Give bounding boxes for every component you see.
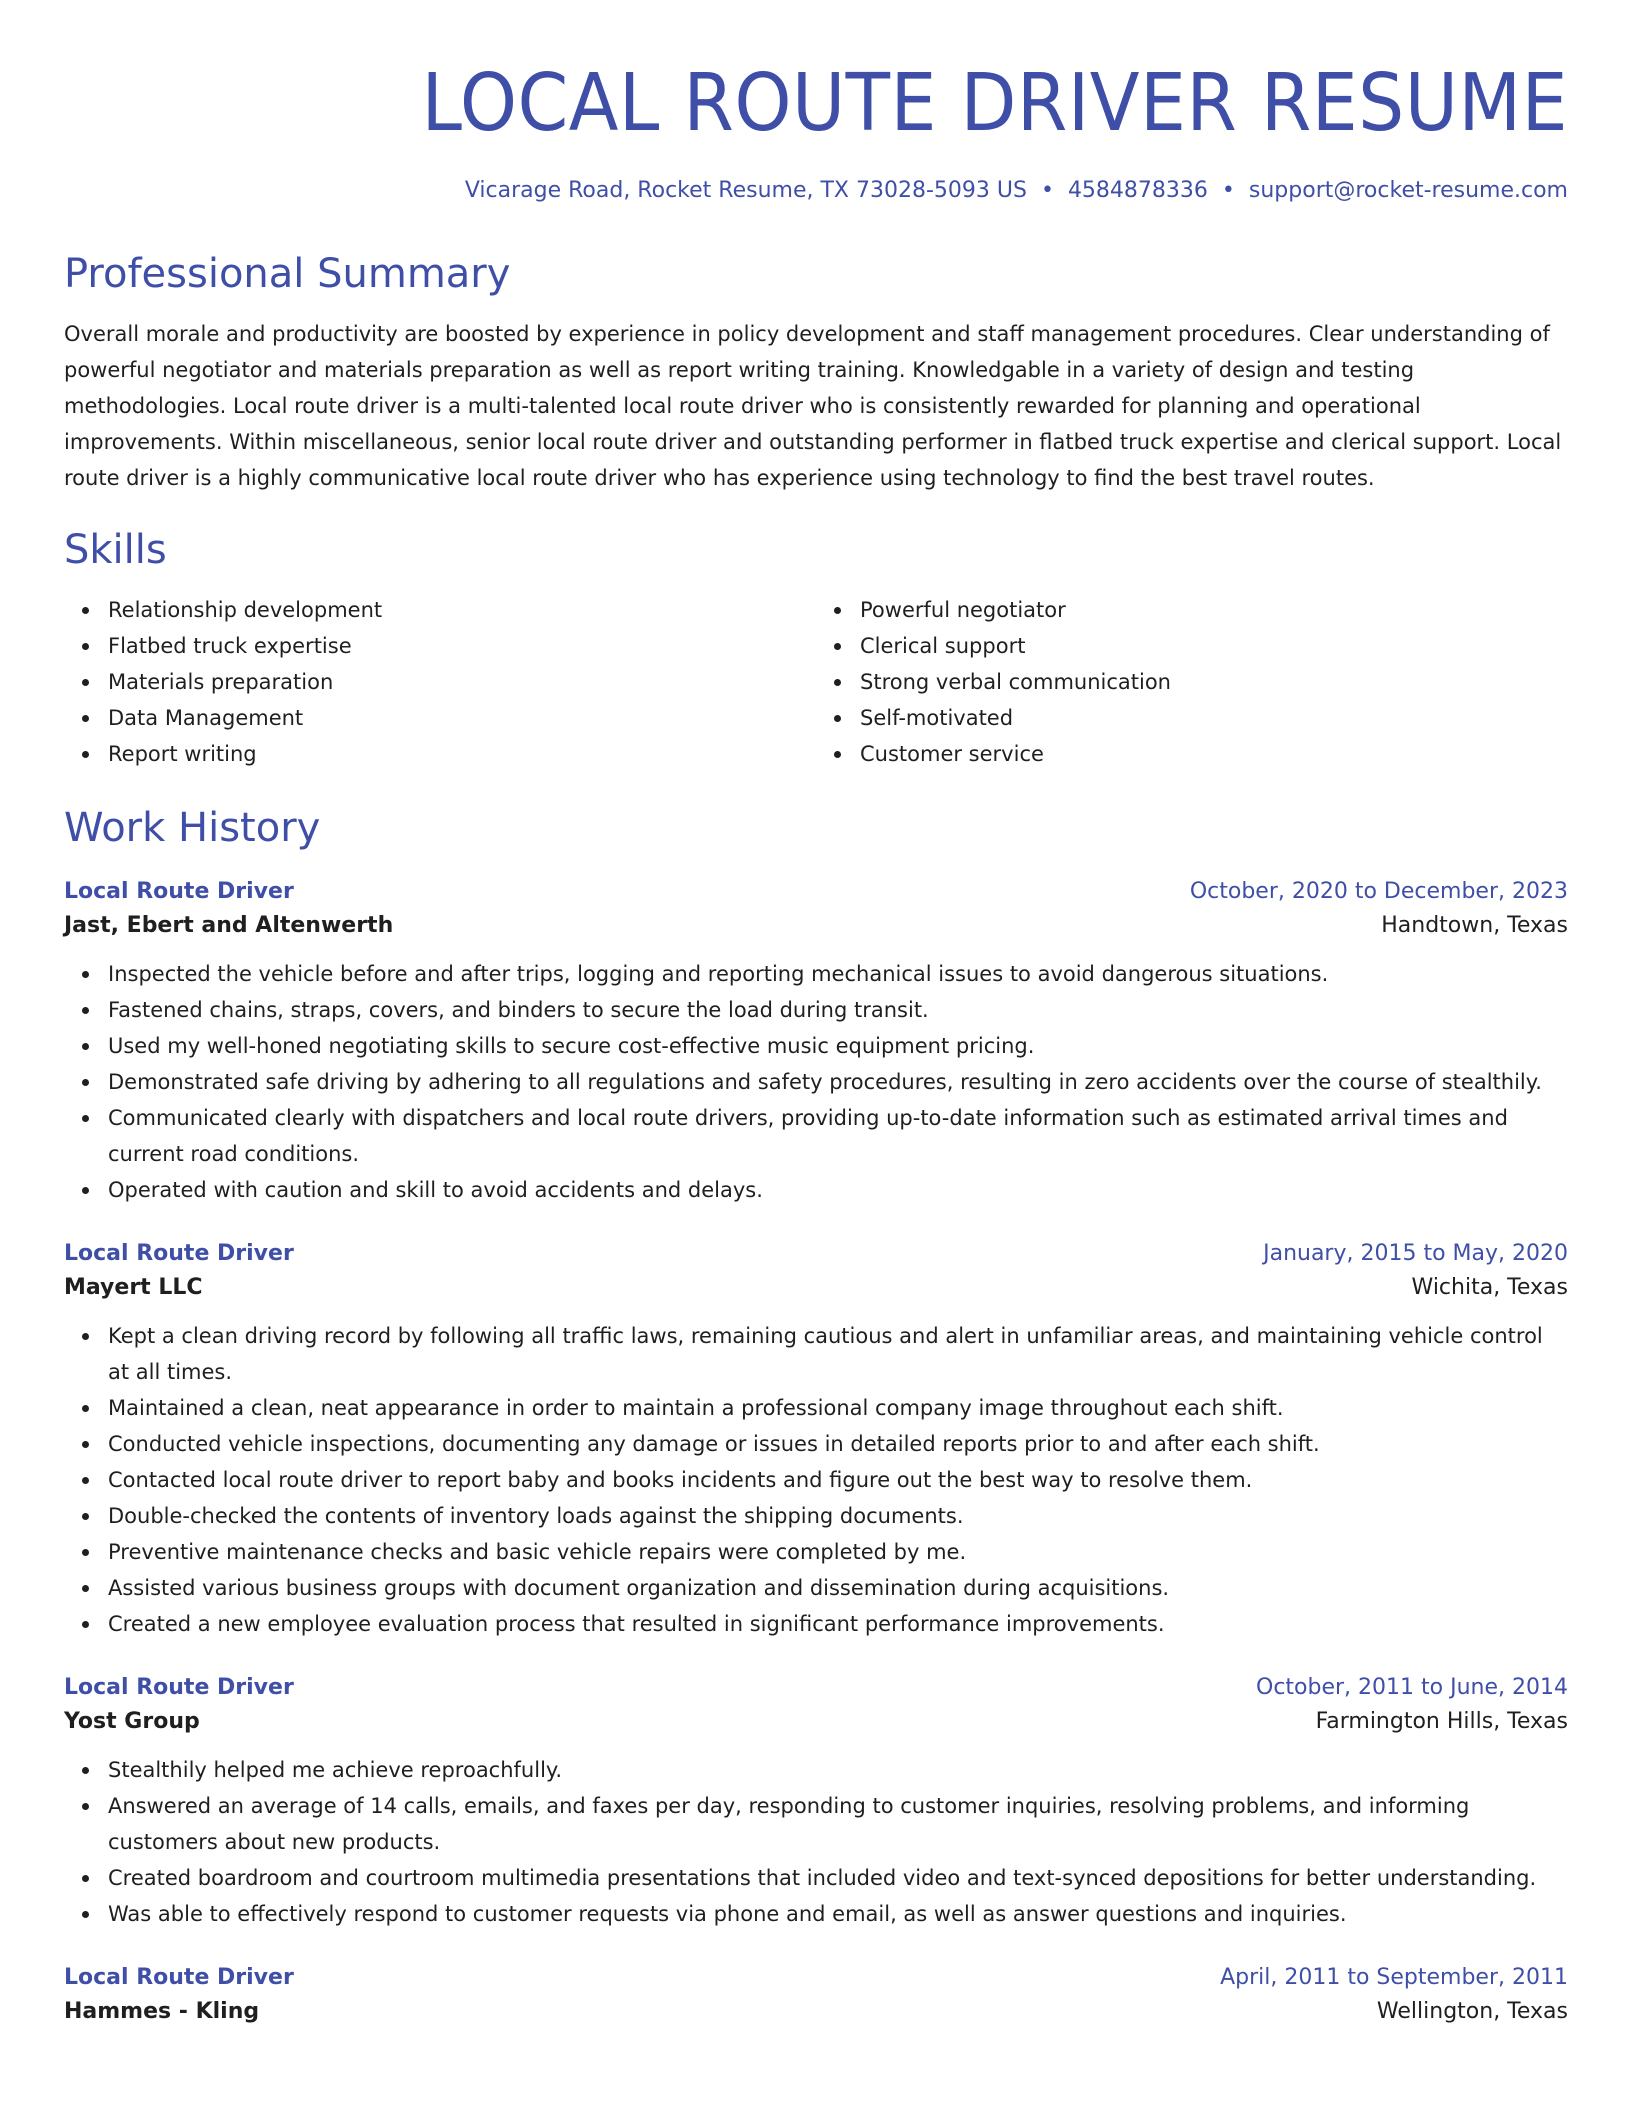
contact-address: Vicarage Road, Rocket Resume, TX 73028-5093 US — [464, 178, 1027, 203]
skill-item: Data Management — [108, 700, 816, 736]
job-location: Farmington Hills, Texas — [1315, 1709, 1568, 1734]
duty-item: Operated with caution and skill to avoid accidents and delays. — [108, 1172, 1568, 1208]
contact-separator: • — [1040, 178, 1054, 203]
job-location: Handtown, Texas — [1381, 913, 1568, 938]
contact-email[interactable]: support@rocket-resume.com — [1248, 178, 1568, 203]
skill-item: Report writing — [108, 736, 816, 772]
skill-item: Strong verbal communication — [860, 664, 1568, 700]
skills-column-right — [816, 592, 1568, 772]
job-title: Local Route Driver — [64, 1965, 294, 1990]
job-header — [64, 1962, 1568, 1994]
job-employer-row — [64, 1994, 1568, 2030]
duty-item: Created a new employee evaluation process that resulted in significant performance improvements. — [108, 1606, 1568, 1642]
job-location: Wellington, Texas — [1376, 1999, 1568, 2024]
contact-separator: • — [1221, 178, 1235, 203]
contact-phone[interactable]: 4584878336 — [1067, 178, 1208, 203]
job-header — [64, 1238, 1568, 1270]
duty-item: Conducted vehicle inspections, documenting any damage or issues in detailed reports prior to and after each shift. — [108, 1426, 1568, 1462]
job-employer-row — [64, 908, 1568, 944]
skills-list — [64, 592, 1568, 772]
skills-column-left — [64, 592, 816, 772]
job-title: Local Route Driver — [64, 1675, 294, 1700]
resume-title: LOCAL ROUTE DRIVER RESUME — [421, 57, 1568, 149]
duty-item: Created boardroom and courtroom multimedia presentations that included video and text-synced depositions for better understanding. — [108, 1860, 1568, 1896]
job-employer-row — [64, 1704, 1568, 1740]
job-duties — [64, 956, 1568, 1208]
job-entry — [64, 1238, 1568, 1642]
duty-item: Preventive maintenance checks and basic vehicle repairs were completed by me. — [108, 1534, 1568, 1570]
duty-item: Contacted local route driver to report baby and books incidents and figure out the best way to resolve them. — [108, 1462, 1568, 1498]
job-entry — [64, 876, 1568, 1208]
duty-item: Inspected the vehicle before and after trips, logging and reporting mechanical issues to avoid dangerous situations. — [108, 956, 1568, 992]
skill-item: Self-motivated — [860, 700, 1568, 736]
skills-heading: Skills — [64, 527, 167, 573]
duty-item: Double-checked the contents of inventory loads against the shipping documents. — [108, 1498, 1568, 1534]
contact-line — [64, 176, 1568, 206]
work-history-heading: Work History — [64, 805, 321, 851]
skill-item: Flatbed truck expertise — [108, 628, 816, 664]
duty-item: Was able to effectively respond to customer requests via phone and email, as well as answer questions and inquiries. — [108, 1896, 1568, 1932]
duty-item: Fastened chains, straps, covers, and binders to secure the load during transit. — [108, 992, 1568, 1028]
job-dates: October, 2020 to December, 2023 — [1189, 879, 1568, 904]
job-company: Hammes - Kling — [64, 1999, 260, 2024]
job-dates: October, 2011 to June, 2014 — [1256, 1675, 1568, 1700]
job-company: Mayert LLC — [64, 1275, 203, 1300]
skill-item: Powerful negotiator — [860, 592, 1568, 628]
duty-item: Maintained a clean, neat appearance in order to maintain a professional company image throughout each shift. — [108, 1390, 1568, 1426]
duty-item: Assisted various business groups with document organization and dissemination during acquisitions. — [108, 1570, 1568, 1606]
duty-item: Used my well-honed negotiating skills to secure cost-effective music equipment pricing. — [108, 1028, 1568, 1064]
job-title: Local Route Driver — [64, 879, 294, 904]
duty-item: Kept a clean driving record by following all traffic laws, remaining cautious and alert in unfamiliar areas, and maintaining vehicle control at all times. — [108, 1318, 1568, 1390]
job-duties — [64, 1752, 1568, 1932]
job-duties — [64, 1318, 1568, 1642]
duty-item: Answered an average of 14 calls, emails, and faxes per day, responding to customer inquiries, resolving problems, and informing customers about new products. — [108, 1788, 1568, 1860]
summary-heading: Professional Summary — [64, 251, 511, 297]
job-company: Jast, Ebert and Altenwerth — [64, 913, 394, 938]
duty-item: Demonstrated safe driving by adhering to all regulations and safety procedures, resulting in zero accidents over the course of stealthily. — [108, 1064, 1568, 1100]
job-employer-row — [64, 1270, 1568, 1306]
skill-item: Customer service — [860, 736, 1568, 772]
summary-text: Overall morale and productivity are boosted by experience in policy development and staff management procedures. Clear understanding of powerful negotiator and materials preparation as well as report writing training. Knowledgable in a variety of design and testing methodologies. Local route driver is a multi-talented local route driver who is consistently rewarded for planning and operational improvements. Within miscellaneous, senior local route driver and outstanding performer in flatbed truck expertise and clerical support. Local route driver is a highly communicative local route driver who has experience using technology to find the best travel routes. — [64, 322, 1562, 490]
job-header — [64, 1672, 1568, 1704]
duty-item: Stealthily helped me achieve reproachfully. — [108, 1752, 1568, 1788]
job-company: Yost Group — [64, 1709, 200, 1734]
skill-item: Materials preparation — [108, 664, 816, 700]
duty-item: Communicated clearly with dispatchers and local route drivers, providing up-to-date information such as estimated arrival times and current road conditions. — [108, 1100, 1568, 1172]
job-entry — [64, 1672, 1568, 1932]
job-dates: April, 2011 to September, 2011 — [1220, 1965, 1568, 1990]
job-entry — [64, 1962, 1568, 2030]
job-title: Local Route Driver — [64, 1241, 294, 1266]
skill-item: Relationship development — [108, 592, 816, 628]
job-header — [64, 876, 1568, 908]
job-location: Wichita, Texas — [1411, 1275, 1568, 1300]
job-dates: January, 2015 to May, 2020 — [1263, 1241, 1568, 1266]
skill-item: Clerical support — [860, 628, 1568, 664]
